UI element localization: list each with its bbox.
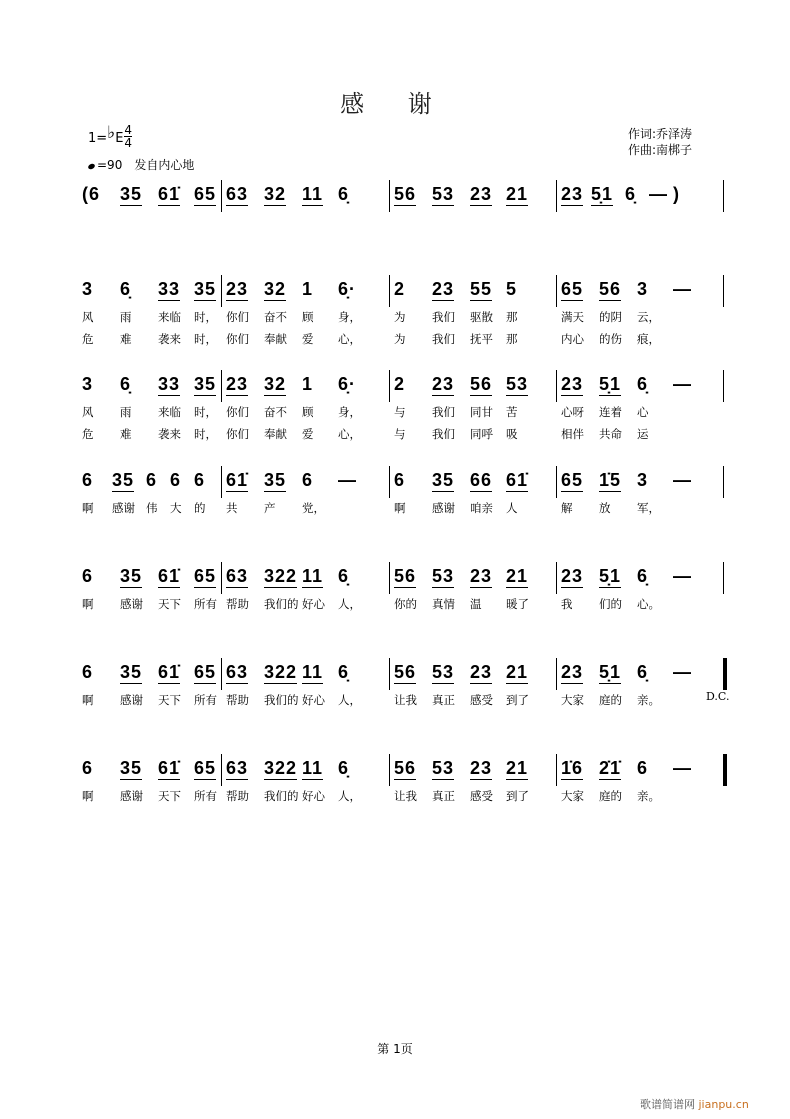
note-group: 63: [226, 566, 249, 586]
lyric: 那: [506, 332, 518, 346]
note-group: 6̣: [120, 374, 132, 394]
page-number: 第 1页: [377, 1042, 413, 1056]
note-group: 6: [82, 566, 94, 586]
lyric: 袭来: [158, 427, 181, 441]
lyric: 到了: [506, 789, 529, 803]
note-group: 1̇6: [561, 758, 584, 778]
note-group: 21: [506, 184, 529, 204]
lyric: 啊: [82, 789, 94, 803]
note-group: (6: [82, 184, 101, 204]
lyric: 那: [506, 310, 518, 324]
note-group: 6̣: [338, 566, 350, 586]
note-group: —: [673, 279, 692, 299]
note-group: 61̇: [158, 758, 181, 778]
lyric: 心呀: [561, 405, 584, 419]
note-group: 23: [470, 758, 493, 778]
lyric: 奉献: [264, 332, 287, 346]
watermark: [640, 1096, 749, 1112]
note-group: 21: [506, 662, 529, 682]
lyric: 产: [264, 501, 276, 515]
note-group: 56: [599, 279, 622, 299]
lyric: 解: [561, 501, 573, 515]
lyric: 感谢: [120, 597, 143, 611]
note-group: —: [673, 374, 692, 394]
lyric: 亲。: [637, 693, 660, 707]
lyric: 爱: [302, 332, 314, 346]
lyric: 满天: [561, 310, 584, 324]
note-group: 23: [470, 566, 493, 586]
key-label: 1=: [88, 131, 108, 146]
note-group: 3: [637, 279, 649, 299]
lyric: 心，: [338, 427, 361, 441]
lyric: 好心: [302, 693, 325, 707]
note-group: 63: [226, 184, 249, 204]
note-group: 6̣·: [338, 374, 357, 394]
barline: [556, 754, 557, 786]
lyric: 咱亲: [470, 501, 493, 515]
flat-icon: ♭: [107, 123, 116, 143]
lyric: 我们: [432, 405, 455, 419]
lyric: 们的: [599, 597, 622, 611]
lyric: 你们: [226, 427, 249, 441]
lyric: 心，: [338, 332, 361, 346]
note-group: 66: [470, 470, 493, 490]
barline: [389, 562, 390, 594]
note-group: 56: [394, 184, 417, 204]
note-group: 6: [194, 470, 206, 490]
note-group: 6: [146, 470, 158, 490]
note-group: 2: [394, 374, 406, 394]
lyric: 为: [394, 310, 406, 324]
note-group: 53: [432, 566, 455, 586]
barline: [389, 275, 390, 307]
note-group: 23: [470, 662, 493, 682]
lyric: 驱散: [470, 310, 493, 324]
note-group: 6: [637, 758, 649, 778]
barline: [556, 180, 557, 212]
lyric: 好心: [302, 597, 325, 611]
barline: [556, 562, 557, 594]
note-group: 322: [264, 566, 298, 586]
lyric: 你的: [394, 597, 417, 611]
tempo-value: =90: [97, 158, 123, 172]
lyric: 难: [120, 427, 132, 441]
lyric: 顾: [302, 405, 314, 419]
lyric: 伟: [146, 501, 158, 515]
note-group: 5: [506, 279, 518, 299]
composer: 作曲:南梆子: [628, 143, 693, 157]
note-group: 21: [506, 566, 529, 586]
note-group: 35: [120, 758, 143, 778]
end-barline: [723, 754, 727, 786]
note-group: 53: [432, 758, 455, 778]
note-group: 32: [264, 184, 287, 204]
note-group: —: [338, 470, 357, 490]
lyric: 让我: [394, 789, 417, 803]
note-group: 53: [432, 662, 455, 682]
lyric: 来临: [158, 310, 181, 324]
note-group: 56: [394, 662, 417, 682]
time-bottom: 4: [124, 136, 133, 150]
time-signature: [124, 124, 132, 149]
note-group: 65: [194, 566, 217, 586]
note-group: 3: [82, 279, 94, 299]
lyric: 让我: [394, 693, 417, 707]
note-group: 35: [120, 566, 143, 586]
note-group: 56: [394, 758, 417, 778]
note-group: 6: [82, 662, 94, 682]
note-group: 61̇: [158, 566, 181, 586]
lyric: 你们: [226, 332, 249, 346]
note-group: 23: [470, 184, 493, 204]
lyric: 同呼: [470, 427, 493, 441]
note-group: 11: [302, 758, 324, 778]
lyric: 所有: [194, 597, 217, 611]
lyric: 共: [226, 501, 238, 515]
note-group: —: [673, 662, 692, 682]
lyric: 到了: [506, 693, 529, 707]
key-note: E: [115, 131, 124, 146]
lyric: 帮助: [226, 597, 249, 611]
note-group: 6̣: [637, 374, 649, 394]
note-group: 35: [432, 470, 455, 490]
note-group: 5̣1: [591, 184, 614, 204]
end-barline: [723, 370, 724, 402]
lyric: 帮助: [226, 789, 249, 803]
note-group: 6: [82, 758, 94, 778]
lyric: 内心: [561, 332, 584, 346]
lyric: 苦: [506, 405, 518, 419]
note-group: 6: [170, 470, 182, 490]
lyric: 时，: [194, 310, 217, 324]
note-group: 6̣: [338, 184, 350, 204]
note-group: 5̣1: [599, 662, 622, 682]
lyric: 啊: [82, 693, 94, 707]
note-group: 32: [264, 374, 287, 394]
lyric: 感受: [470, 789, 493, 803]
lyric: 相伴: [561, 427, 584, 441]
lyric: 天下: [158, 693, 181, 707]
note-group: 55: [470, 279, 493, 299]
note-group: —: [649, 184, 668, 204]
lyric: 痕，: [637, 332, 660, 346]
note-group: 35: [264, 470, 287, 490]
note-group: 63: [226, 758, 249, 778]
lyric: 奋不: [264, 310, 287, 324]
note-group: 61̇: [158, 184, 181, 204]
barline: [221, 658, 222, 690]
note-group: 6̣: [338, 662, 350, 682]
lyric: 庭的: [599, 693, 622, 707]
note-group: 23: [226, 374, 249, 394]
lyric: 身，: [338, 405, 361, 419]
note-group: 2̇1̇: [599, 758, 622, 778]
lyric: 我们的: [264, 693, 299, 707]
lyric: 你们: [226, 405, 249, 419]
time-top: 4: [124, 123, 133, 137]
end-barline: [723, 275, 724, 307]
lyric: 你们: [226, 310, 249, 324]
lyric: 大: [170, 501, 182, 515]
lyric: 党，: [302, 501, 325, 515]
note-group: 6: [394, 470, 406, 490]
lyric: 啊: [82, 501, 94, 515]
note-group: 3: [82, 374, 94, 394]
note-group: 61̇: [506, 470, 529, 490]
note-group: 23: [432, 374, 455, 394]
lyric: 爱: [302, 427, 314, 441]
note-group: 322: [264, 758, 298, 778]
lyric: 亲。: [637, 789, 660, 803]
lyric: 人，: [338, 789, 361, 803]
lyric: 好心: [302, 789, 325, 803]
note-group: —: [673, 758, 692, 778]
barline: [556, 275, 557, 307]
note-group: 23: [432, 279, 455, 299]
watermark-en: jianpu.cn: [698, 1098, 749, 1111]
note-group: 35: [194, 279, 217, 299]
note-group: 61̇: [158, 662, 181, 682]
lyric: 感谢: [120, 693, 143, 707]
lyric: 来临: [158, 405, 181, 419]
lyric: 连着: [599, 405, 622, 419]
note-group: 3: [637, 470, 649, 490]
lyric: 风: [82, 405, 94, 419]
lyricist: 作词:乔泽涛: [628, 127, 693, 141]
note-group: ): [673, 184, 680, 204]
lyric: 真情: [432, 597, 455, 611]
lyric: 真正: [432, 693, 455, 707]
lyric: 云，: [637, 310, 660, 324]
note-group: 35: [120, 184, 143, 204]
lyric: 感谢: [120, 789, 143, 803]
lyric: 啊: [82, 597, 94, 611]
lyric: 身，: [338, 310, 361, 324]
lyric: 感谢: [112, 501, 135, 515]
lyric: 我们: [432, 332, 455, 346]
note-group: 6: [302, 470, 314, 490]
note-group: 53: [432, 184, 455, 204]
lyric: 共命: [599, 427, 622, 441]
lyric: 天下: [158, 789, 181, 803]
lyric: 大家: [561, 789, 584, 803]
lyric: 我们的: [264, 789, 299, 803]
note-group: 56: [470, 374, 493, 394]
note-group: 56: [394, 566, 417, 586]
lyric: 心: [637, 405, 649, 419]
lyric: 危: [82, 427, 94, 441]
tempo-marking: [88, 156, 194, 173]
note-group: 65: [194, 184, 217, 204]
lyric: 放: [599, 501, 611, 515]
note-group: —: [673, 470, 692, 490]
lyric: 大家: [561, 693, 584, 707]
barline: [556, 658, 557, 690]
expression-text: 发自内心地: [134, 158, 195, 172]
lyric: 庭的: [599, 789, 622, 803]
note-group: 11: [302, 184, 324, 204]
note-group: 1: [302, 374, 314, 394]
watermark-cn: 歌谱简谱网: [640, 1098, 695, 1111]
lyric: 我: [561, 597, 573, 611]
barline: [221, 180, 222, 212]
note-group: 11: [302, 566, 324, 586]
barline: [389, 754, 390, 786]
note-group: 63: [226, 662, 249, 682]
lyric: 风: [82, 310, 94, 324]
lyric: 的: [194, 501, 206, 515]
lyric: 人，: [338, 597, 361, 611]
lyric: 时，: [194, 405, 217, 419]
note-group: 6̣: [338, 758, 350, 778]
lyric: 运: [637, 427, 649, 441]
lyric: 雨: [120, 310, 132, 324]
note-group: 65: [561, 279, 584, 299]
note-group: 65: [561, 470, 584, 490]
lyric: 的阴: [599, 310, 622, 324]
lyric: 感受: [470, 693, 493, 707]
lyric: 人，: [338, 693, 361, 707]
lyric: 时，: [194, 332, 217, 346]
lyric: 帮助: [226, 693, 249, 707]
barline: [221, 466, 222, 498]
note-group: 6̣·: [338, 279, 357, 299]
lyric: 袭来: [158, 332, 181, 346]
lyric: 我们: [432, 427, 455, 441]
lyric: 奉献: [264, 427, 287, 441]
lyric: 时，: [194, 427, 217, 441]
barline: [221, 275, 222, 307]
note-group: 33: [158, 374, 181, 394]
note-group: 6̣: [625, 184, 637, 204]
lyric: 军，: [637, 501, 660, 515]
lyric: 同甘: [470, 405, 493, 419]
lyric: 感谢: [432, 501, 455, 515]
barline: [221, 754, 222, 786]
lyric: 为: [394, 332, 406, 346]
note-group: 322: [264, 662, 298, 682]
lyric: 与: [394, 405, 406, 419]
end-barline: [723, 466, 724, 498]
note-group: 6: [82, 470, 94, 490]
lyric: 与: [394, 427, 406, 441]
lyric: 抚平: [470, 332, 493, 346]
note-group: 11: [302, 662, 324, 682]
note-group: 35: [194, 374, 217, 394]
lyric: 我们: [432, 310, 455, 324]
song-title: 感 谢: [340, 90, 450, 118]
note-group: 23: [561, 566, 584, 586]
note-group: 6̣: [637, 662, 649, 682]
end-barline: [723, 562, 724, 594]
lyric: 奋不: [264, 405, 287, 419]
note-group: 53: [506, 374, 529, 394]
note-group: 35: [120, 662, 143, 682]
note-group: 1̇5: [599, 470, 622, 490]
end-barline: [723, 180, 724, 212]
barline: [389, 370, 390, 402]
note-group: 65: [194, 662, 217, 682]
lyric: 我们的: [264, 597, 299, 611]
lyric: 危: [82, 332, 94, 346]
note-group: 6̣: [120, 279, 132, 299]
lyric: 啊: [394, 501, 406, 515]
lyric: 心。: [637, 597, 660, 611]
lyric: 真正: [432, 789, 455, 803]
note-group: 2: [394, 279, 406, 299]
key-signature: [88, 123, 133, 151]
note-group: 1: [302, 279, 314, 299]
note-group: —: [673, 566, 692, 586]
barline: [556, 370, 557, 402]
note-group: 35: [112, 470, 135, 490]
barline: [389, 658, 390, 690]
note-group: 6̣: [637, 566, 649, 586]
note-group: 32: [264, 279, 287, 299]
lyric: 天下: [158, 597, 181, 611]
note-group: 65: [194, 758, 217, 778]
lyric: 暖了: [506, 597, 529, 611]
quarter-note-icon: [87, 163, 95, 170]
barline: [221, 370, 222, 402]
credits: [628, 126, 692, 158]
end-barline: [723, 658, 727, 690]
lyric: 雨: [120, 405, 132, 419]
note-group: 23: [561, 662, 584, 682]
da-capo-mark: D.C.: [706, 690, 730, 703]
lyric: 顾: [302, 310, 314, 324]
barline: [389, 180, 390, 212]
note-group: 61̇: [226, 470, 249, 490]
barline: [556, 466, 557, 498]
note-group: 23: [561, 374, 584, 394]
lyric: 的伤: [599, 332, 622, 346]
lyric: 人: [506, 501, 518, 515]
lyric: 难: [120, 332, 132, 346]
note-group: 5̣1: [599, 566, 622, 586]
lyric: 所有: [194, 789, 217, 803]
note-group: 23: [561, 184, 584, 204]
note-group: 21: [506, 758, 529, 778]
barline: [389, 466, 390, 498]
barline: [221, 562, 222, 594]
lyric: 吸: [506, 427, 518, 441]
note-group: 23: [226, 279, 249, 299]
note-group: 33: [158, 279, 181, 299]
note-group: 5̣1: [599, 374, 622, 394]
lyric: 温: [470, 597, 482, 611]
lyric: 所有: [194, 693, 217, 707]
